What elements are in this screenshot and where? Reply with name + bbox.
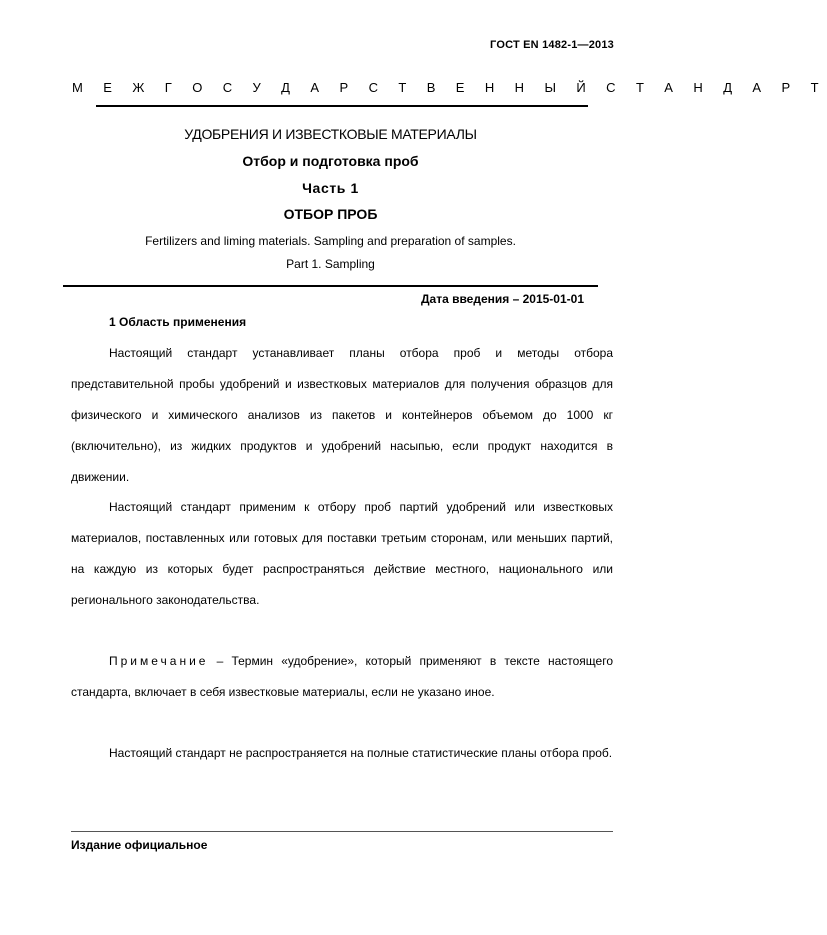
- title-subtitle: Отбор и подготовка проб: [242, 153, 419, 169]
- scope-paragraph-1: Настоящий стандарт устанавливает планы отбора проб и методы отбора представительной пробы удобрений и известковых материалов для получения образцов для физического и химического анализов из пакетов и контейнеров объемом до 1000 кг (включительно), из жидких продуктов и удобрений насыпью, если продукт находится в движении.: [71, 346, 613, 484]
- bottom-rule-divider: [71, 831, 613, 832]
- standard-type-heading: М Е Ж Г О С У Д А Р С Т В Е Н Н Ы Й С Т А Н Д А Р Т: [72, 80, 827, 95]
- english-title: Fertilizers and liming materials. Sampling and preparation of samples.: [145, 234, 516, 248]
- introduction-date: Дата введения – 2015-01-01: [420, 292, 584, 306]
- note-paragraph: [71, 646, 613, 708]
- note-text: – Термин «удобрение», который применяют в тексте настоящего стандарта, включает в себя известковые материалы, если не указано иное.: [71, 654, 613, 699]
- edition-label: Издание официальное: [71, 838, 208, 852]
- top-rule-divider: [96, 105, 588, 107]
- section-title: 1 Область применения: [109, 315, 247, 329]
- scope-paragraph-2: Настоящий стандарт применим к отбору проб партий удобрений или известковых материалов, поставленных или готовых для поставки третьим сторонам, или меньших партий, на каждую из которых будет распространяться действие местного, национального или регионального законодательства.: [71, 500, 613, 607]
- scope-paragraph-3: Настоящий стандарт не распространяется на полные статистические планы отбора проб.: [109, 746, 613, 760]
- title-part: Часть 1: [302, 180, 359, 196]
- english-part: Part 1. Sampling: [286, 257, 375, 271]
- title-main: УДОБРЕНИЯ И ИЗВЕСТКОВЫЕ МАТЕРИАЛЫ: [184, 126, 477, 142]
- document-code: ГОСТ EN 1482-1—2013: [490, 39, 614, 51]
- note-label: Примечание: [109, 654, 209, 668]
- title-part-name: ОТБОР ПРОБ: [283, 206, 378, 222]
- middle-rule-divider: [63, 285, 598, 287]
